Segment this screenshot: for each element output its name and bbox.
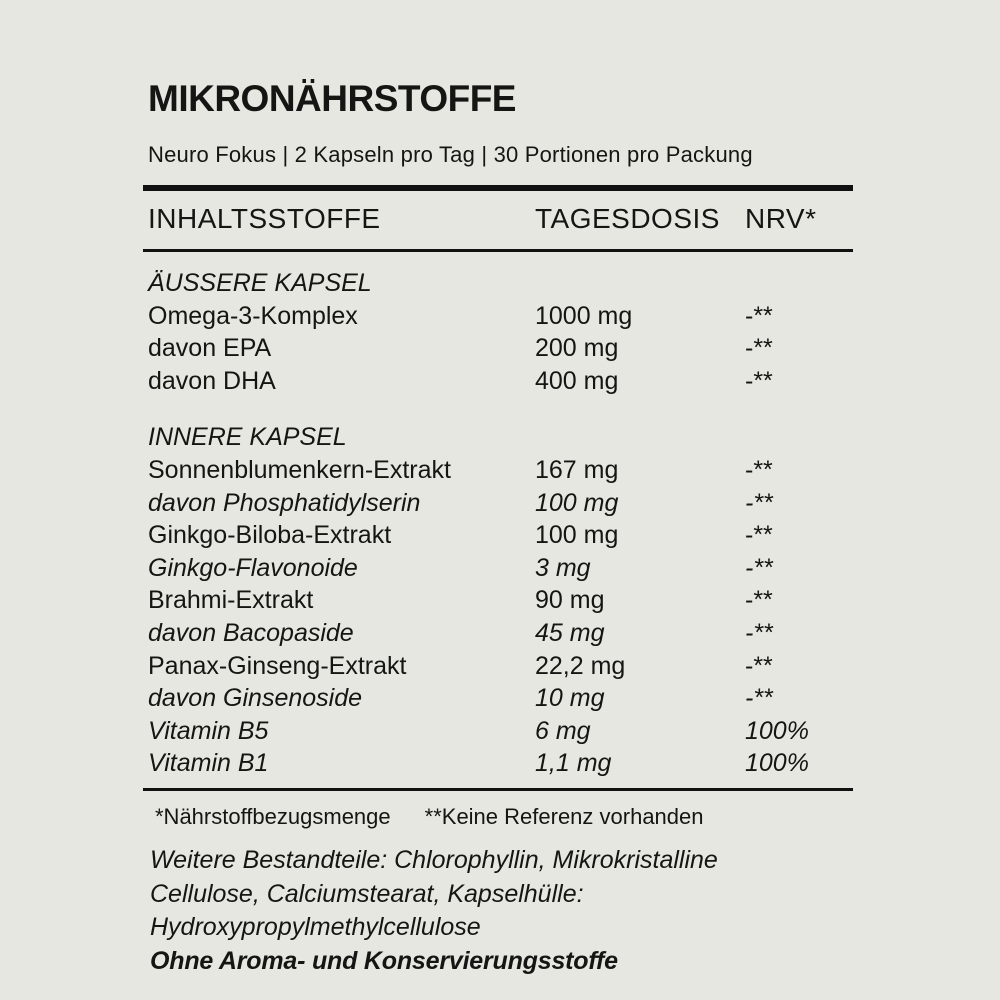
daily-dose: 200 mg	[535, 334, 619, 363]
daily-dose: 100 mg	[535, 488, 619, 517]
table-row	[143, 365, 853, 398]
ingredient-name: Ginkgo-Biloba-Extrakt	[148, 521, 392, 550]
bottom-divider	[143, 788, 853, 791]
section-outer-capsule	[143, 267, 853, 397]
ingredient-name: davon Phosphatidylserin	[148, 488, 421, 517]
table-row	[143, 552, 853, 585]
section-label: INNERE KAPSEL	[148, 423, 347, 452]
table-row	[143, 682, 853, 715]
no-additives-claim: Ohne Aroma- und Konservierungsstoffe	[150, 946, 618, 975]
nrv-value: -**	[745, 651, 773, 680]
daily-dose: 45 mg	[535, 618, 605, 647]
ingredient-name: Panax-Ginseng-Extrakt	[148, 651, 407, 680]
column-header-nrv: NRV*	[745, 203, 817, 234]
nrv-value: -**	[745, 301, 773, 330]
other-ingredients-line: Weitere Bestandteile: Chlorophyllin, Mikrokristalline	[150, 846, 718, 874]
table-row	[143, 300, 853, 333]
nrv-value: -**	[745, 586, 773, 615]
nrv-value: -**	[745, 488, 773, 517]
ingredient-name: Omega-3-Komplex	[148, 301, 358, 330]
ingredient-name: Sonnenblumenkern-Extrakt	[148, 455, 451, 484]
table-row	[143, 584, 853, 617]
product-subtitle: Neuro Fokus | 2 Kapseln pro Tag | 30 Portionen pro Packung	[148, 142, 753, 167]
column-header-dose: TAGESDOSIS	[535, 203, 720, 234]
daily-dose: 167 mg	[535, 455, 619, 484]
ingredients-table-body	[143, 267, 853, 780]
daily-dose: 10 mg	[535, 684, 605, 713]
ingredient-name: davon DHA	[148, 366, 276, 395]
no-reference-footnote: **Keine Referenz vorhanden	[424, 804, 704, 829]
nrv-value: 100%	[745, 749, 809, 778]
table-row	[143, 332, 853, 365]
ingredient-name: Brahmi-Extrakt	[148, 586, 314, 615]
daily-dose: 22,2 mg	[535, 651, 626, 680]
ingredient-name: Ginkgo-Flavonoide	[148, 553, 358, 582]
daily-dose: 3 mg	[535, 553, 591, 582]
table-row	[143, 715, 853, 748]
table-header-row	[143, 203, 853, 243]
ingredient-name: Vitamin B5	[148, 716, 269, 745]
ingredient-name: davon Ginsenoside	[148, 684, 363, 713]
nrv-value: -**	[745, 521, 773, 550]
daily-dose: 90 mg	[535, 586, 605, 615]
section-inner-capsule	[143, 421, 853, 780]
daily-dose: 100 mg	[535, 521, 619, 550]
nrv-value: -**	[745, 618, 773, 647]
nrv-value: -**	[745, 455, 773, 484]
nrv-value: 100%	[745, 716, 809, 745]
daily-dose: 400 mg	[535, 366, 619, 395]
section-label: ÄUSSERE KAPSEL	[148, 269, 372, 297]
table-row	[143, 747, 853, 780]
top-divider	[143, 185, 853, 191]
daily-dose: 6 mg	[535, 716, 591, 745]
table-row	[143, 487, 853, 520]
ingredient-name: Vitamin B1	[148, 749, 269, 778]
daily-dose: 1,1 mg	[535, 749, 612, 778]
nrv-value: -**	[745, 553, 773, 582]
nrv-value: -**	[745, 366, 773, 395]
table-row	[143, 617, 853, 650]
other-ingredients-line: Cellulose, Calciumstearat, Kapselhülle:	[150, 879, 584, 908]
ingredient-name: davon Bacopaside	[148, 618, 354, 647]
nrv-value: -**	[745, 684, 773, 713]
nrv-footnote: *Nährstoffbezugsmenge	[155, 804, 391, 829]
header-divider	[143, 249, 853, 252]
footnotes	[155, 804, 704, 830]
nrv-value: -**	[745, 334, 773, 363]
ingredient-name: davon EPA	[148, 334, 272, 363]
table-row	[143, 519, 853, 552]
daily-dose: 1000 mg	[535, 301, 633, 330]
table-row	[143, 454, 853, 487]
other-ingredients-line: Hydroxypropylmethylcellulose	[150, 913, 481, 941]
table-row	[143, 650, 853, 683]
other-ingredients-block	[150, 844, 930, 978]
page-title: MIKRONÄHRSTOFFE	[148, 78, 516, 119]
column-header-ingredient: INHALTSSTOFFE	[148, 203, 381, 234]
